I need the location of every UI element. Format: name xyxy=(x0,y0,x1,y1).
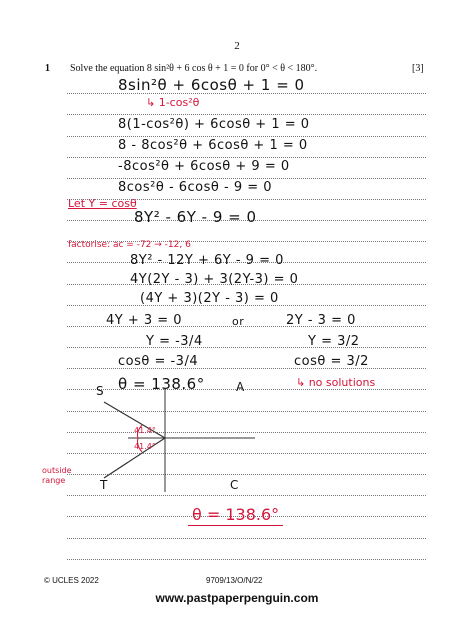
question-marks: [3] xyxy=(412,63,424,74)
footer-website: www.pastpaperpenguin.com xyxy=(155,591,319,605)
reference-angle-bottom: 41.4° xyxy=(134,442,156,451)
working-line-1: 8sin²θ + 6cosθ + 1 = 0 xyxy=(118,76,305,94)
working-line-11-left: Y = -3/4 xyxy=(146,334,203,349)
working-line-10-left: 4Y + 3 = 0 xyxy=(106,313,183,328)
working-line-8: 4Y(2Y - 3) + 3(2Y-3) = 0 xyxy=(130,272,299,287)
quadrant-label-t: T xyxy=(100,478,108,492)
annotation-no-solutions: ↳ no solutions xyxy=(296,376,376,389)
quadrant-label-a: A xyxy=(236,380,245,394)
working-line-12-left: cosθ = -3/4 xyxy=(118,354,199,369)
working-line-12-right: cosθ = 3/2 xyxy=(294,354,369,369)
working-line-13-left: θ = 138.6° xyxy=(118,375,205,393)
question-number: 1 xyxy=(45,63,50,74)
annotation-range: range xyxy=(42,476,66,485)
annotation-identity: ↳ 1-cos²θ xyxy=(146,96,200,109)
working-or: or xyxy=(232,315,245,328)
working-line-5: 8cos²θ - 6cosθ - 9 = 0 xyxy=(118,180,273,195)
quadrant-label-c: C xyxy=(230,478,239,492)
quadrant-label-s: S xyxy=(96,384,105,398)
working-line-3: 8 - 8cos²θ + 6cosθ + 1 = 0 xyxy=(118,138,308,153)
annotation-factorise: factorise: ac = -72 → -12, 6 xyxy=(68,240,191,250)
reference-angle-top: 41.4° xyxy=(134,426,156,435)
final-answer: θ = 138.6° xyxy=(188,504,283,526)
working-line-11-right: Y = 3/2 xyxy=(308,334,360,349)
working-line-10-right: 2Y - 3 = 0 xyxy=(286,313,356,328)
working-line-4: -8cos²θ + 6cosθ + 9 = 0 xyxy=(118,159,290,174)
question-text: Solve the equation 8 sin²θ + 6 cos θ + 1 = 0 for 0° < θ < 180°. xyxy=(70,63,318,74)
working-line-9: (4Y + 3)(2Y - 3) = 0 xyxy=(140,291,279,306)
page-number: 2 xyxy=(234,40,240,52)
footer-copyright: © UCLES 2022 xyxy=(44,576,99,585)
working-line-6: 8Y² - 6Y - 9 = 0 xyxy=(134,208,257,226)
cast-diagram xyxy=(90,380,290,500)
annotation-substitution: Let Y = cosθ xyxy=(68,197,137,210)
working-line-2: 8(1-cos²θ) + 6cosθ + 1 = 0 xyxy=(118,117,310,132)
footer-paper-code: 9709/13/O/N/22 xyxy=(206,576,263,585)
annotation-outside: outside xyxy=(42,466,72,475)
working-line-7: 8Y² - 12Y + 6Y - 9 = 0 xyxy=(130,253,284,268)
